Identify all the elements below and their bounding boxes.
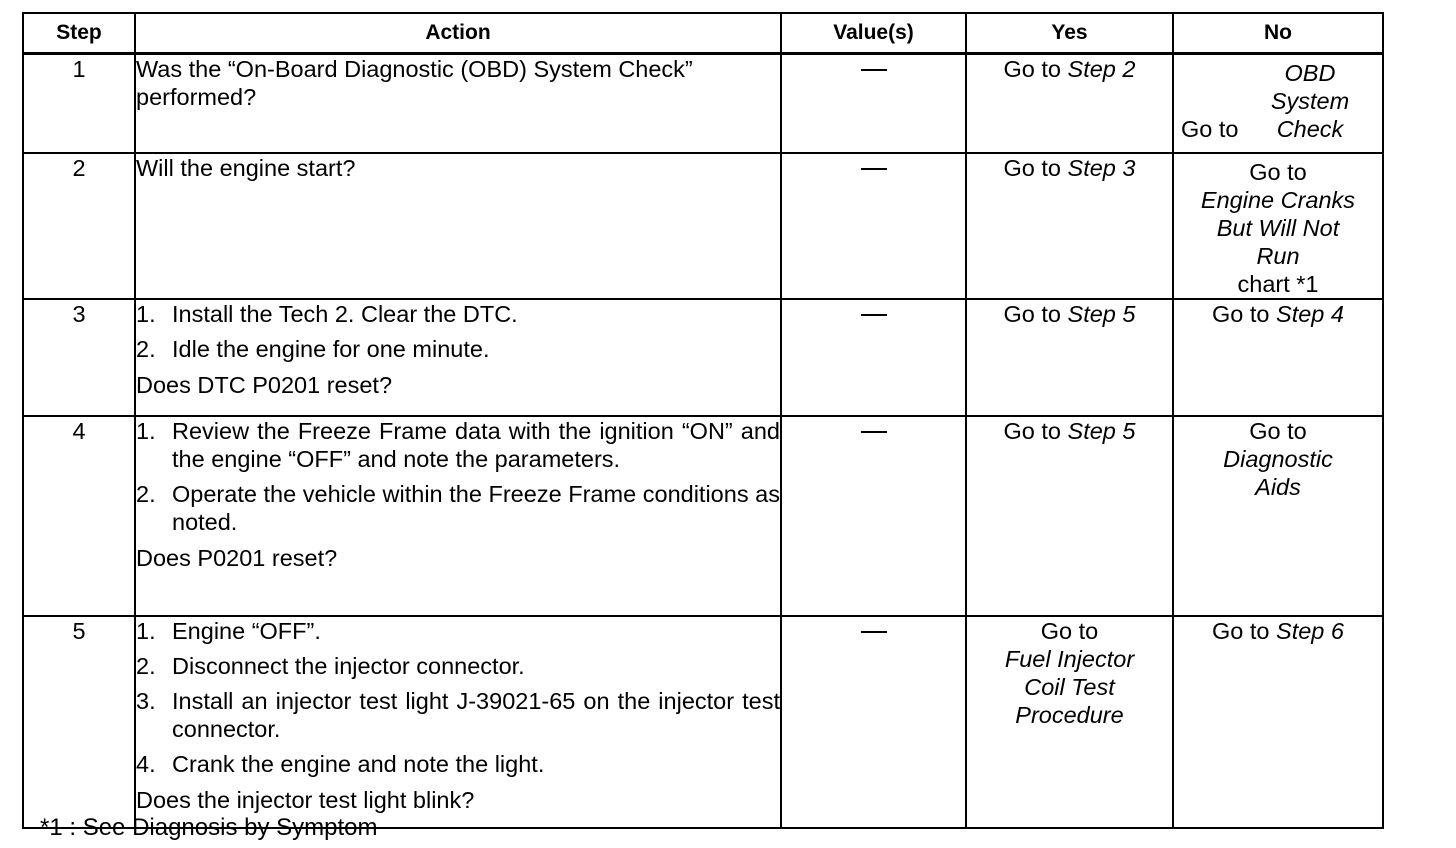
no-cell	[1173, 416, 1383, 616]
action-question: Will the engine start?	[136, 155, 356, 181]
yes-prefix: Go to	[1003, 155, 1061, 181]
list-item	[136, 750, 780, 778]
item-text: Install the Tech 2. Clear the DTC.	[172, 301, 518, 327]
no-target-link[interactable]: Diagnostic Aids	[1223, 446, 1333, 500]
step-number: 1	[23, 53, 135, 153]
yes-prefix: Go to	[1003, 418, 1061, 444]
header-yes: Yes	[966, 13, 1173, 53]
value-cell	[781, 299, 966, 416]
no-prefix: Go to	[1249, 418, 1307, 444]
action-steps	[136, 617, 780, 778]
no-cell	[1173, 53, 1383, 153]
step-number: 2	[23, 153, 135, 299]
item-text: Engine “OFF”.	[172, 618, 321, 644]
yes-prefix: Go to	[1003, 55, 1061, 82]
value-cell	[781, 53, 966, 153]
action-steps	[136, 300, 780, 363]
yes-target-link[interactable]: Step 5	[1067, 418, 1136, 444]
yes-prefix: Go to	[1003, 301, 1061, 327]
table-row	[23, 53, 1383, 153]
yes-cell	[966, 299, 1173, 416]
step-number: 3	[23, 299, 135, 416]
item-number: 1.	[136, 418, 156, 444]
no-target-link[interactable]: Step 6	[1276, 618, 1344, 644]
no-cell	[1173, 299, 1383, 416]
yes-cell	[966, 53, 1173, 153]
table-row	[23, 299, 1383, 416]
no-cell	[1173, 616, 1383, 828]
list-item	[136, 417, 780, 473]
header-action: Action	[135, 13, 781, 53]
item-text: Disconnect the injector connector.	[172, 653, 525, 679]
value-dash	[861, 168, 887, 170]
list-item	[136, 652, 780, 680]
no-prefix: Go to	[1212, 618, 1270, 644]
item-number: 2.	[136, 336, 156, 362]
value-dash	[861, 431, 887, 433]
yes-prefix: Go to	[1040, 618, 1099, 644]
step-number: 5	[23, 616, 135, 828]
action-steps	[136, 417, 780, 536]
value-dash	[861, 631, 887, 633]
item-number: 2.	[136, 481, 156, 507]
item-number: 1.	[136, 618, 156, 644]
action-question: Does P0201 reset?	[136, 545, 338, 571]
yes-target-link[interactable]: Step 5	[1067, 301, 1136, 327]
value-cell	[781, 416, 966, 616]
diagnostic-table	[22, 12, 1384, 829]
yes-target-link[interactable]: Step 2	[1067, 55, 1136, 82]
list-item	[136, 617, 780, 645]
action-question: Was the “On-Board Diagnostic (OBD) System Check” performed?	[136, 55, 693, 110]
table-row	[23, 616, 1383, 828]
no-prefix: Go to	[1249, 159, 1307, 185]
yes-cell	[966, 616, 1173, 828]
item-text: Install an injector test light J-39021-65 on the injector test connector.	[172, 688, 780, 742]
header-row	[23, 13, 1383, 53]
yes-target-link[interactable]: Step 3	[1067, 155, 1136, 181]
header-no: No	[1173, 13, 1383, 53]
no-prefix: Go to	[1180, 115, 1239, 142]
item-text: Operate the vehicle within the Freeze Frame conditions as noted.	[172, 481, 780, 535]
action-cell	[135, 416, 781, 616]
yes-target-link[interactable]: Fuel Injector Coil Test Procedure	[1004, 646, 1135, 728]
step-number: 4	[23, 416, 135, 616]
value-dash	[861, 69, 887, 71]
value-cell	[781, 616, 966, 828]
action-cell	[135, 153, 781, 299]
item-text: Crank the engine and note the light.	[172, 751, 545, 777]
action-cell	[135, 53, 781, 153]
action-cell	[135, 299, 781, 416]
item-number: 4.	[136, 751, 156, 777]
action-question: Does DTC P0201 reset?	[136, 372, 393, 398]
no-suffix: chart *1	[1237, 271, 1319, 297]
list-item	[136, 687, 780, 743]
action-cell	[135, 616, 781, 828]
action-question: Does the injector test light blink?	[136, 787, 475, 813]
table-row	[23, 416, 1383, 616]
item-text: Idle the engine for one minute.	[172, 336, 490, 362]
table-row	[23, 153, 1383, 299]
item-text: Review the Freeze Frame data with the ignition “ON” and the engine “OFF” and note the parameters.	[172, 418, 780, 472]
no-target-link[interactable]: Step 4	[1276, 301, 1344, 327]
footnote: *1 : See Diagnosis by Symptom	[40, 814, 378, 841]
no-target-link[interactable]: Engine Cranks But Will Not Run	[1200, 187, 1356, 269]
list-item	[136, 300, 780, 328]
list-item	[136, 335, 780, 363]
value-dash	[861, 314, 887, 316]
item-number: 2.	[136, 653, 156, 679]
item-number: 3.	[136, 688, 156, 714]
no-prefix: Go to	[1212, 301, 1270, 327]
yes-cell	[966, 153, 1173, 299]
header-step: Step	[23, 13, 135, 53]
yes-cell	[966, 416, 1173, 616]
item-number: 1.	[136, 301, 156, 327]
header-values: Value(s)	[781, 13, 966, 53]
no-cell	[1173, 153, 1383, 299]
no-target-link[interactable]: OBD System Check	[1270, 59, 1350, 142]
value-cell	[781, 153, 966, 299]
list-item	[136, 480, 780, 536]
